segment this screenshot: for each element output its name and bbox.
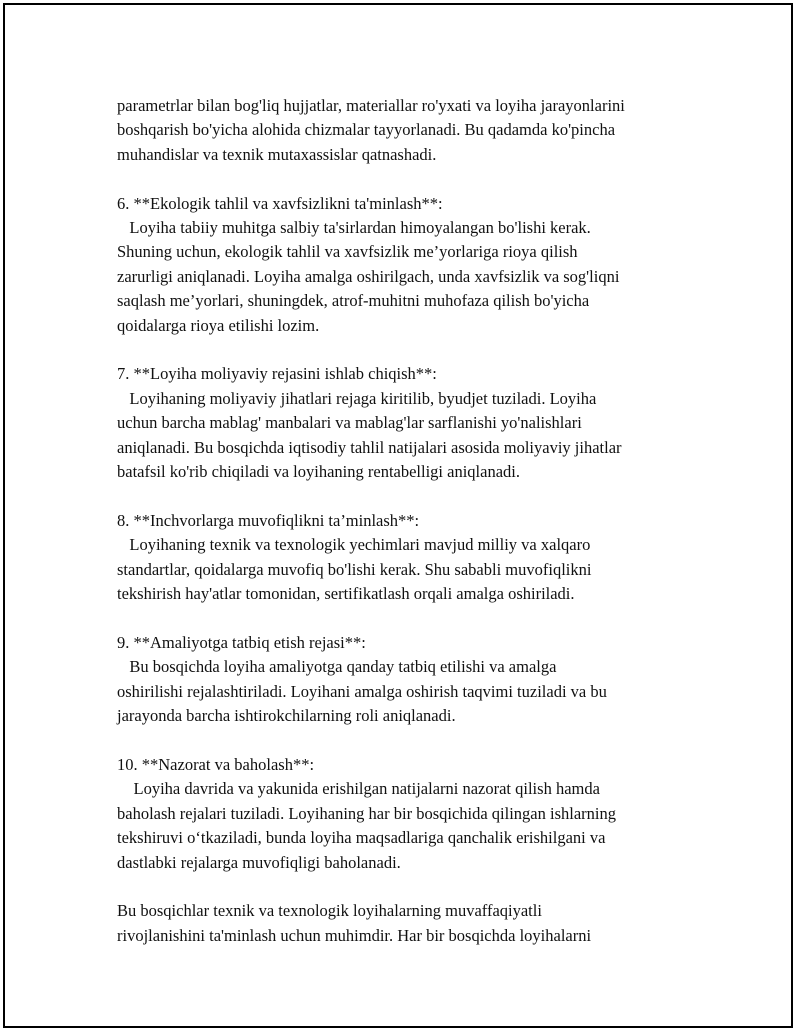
text-line: baholash rejalari tuziladi. Loyihaning har bir bosqichida qilingan ishlarning — [117, 803, 616, 823]
text-line: Shuning uchun, ekologik tahlil va xavfsizlik me’yorlariga rioya qilish — [117, 242, 578, 262]
text-line: Loyihaning texnik va texnologik yechimlari mavjud milliy va xalqaro — [117, 535, 591, 555]
paragraph-gap — [117, 167, 737, 191]
text-line: muhandislar va texnik mutaxassislar qatnashadi. — [117, 144, 437, 164]
text-line: uchun barcha mablag' manbalari va mablag'lar sarflanishi yo'nalishlari — [117, 413, 582, 433]
text-line: Bu bosqichlar texnik va texnologik loyihalarning muvaffaqiyatli — [117, 901, 542, 921]
section-heading: 8. **Inchvorlarga muvofiqlikni ta’minlash**: — [117, 510, 420, 530]
section-8 — [117, 509, 737, 607]
document-body — [117, 94, 737, 948]
text-line: tekshirish hay'atlar tomonidan, sertifikatlash orqali amalga oshiriladi. — [117, 584, 575, 604]
section-6 — [117, 192, 737, 338]
paragraph-gap — [117, 338, 737, 362]
section-heading: 10. **Nazorat va baholash**: — [117, 754, 315, 774]
text-line: saqlash me’yorlari, shuningdek, atrof-muhitni muhofaza qilish bo'yicha — [117, 291, 590, 311]
closing-paragraph — [117, 899, 737, 948]
text-line: Loyiha tabiiy muhitga salbiy ta'sirlardan himoyalangan bo'lishi kerak. — [117, 218, 591, 238]
paragraph-gap — [117, 729, 737, 753]
paragraph-gap — [117, 484, 737, 508]
text-line: rivojlanishini ta'minlash uchun muhimdir. Har bir bosqichda loyihalarni — [117, 925, 592, 945]
section-heading: 9. **Amaliyotga tatbiq etish rejasi**: — [117, 632, 366, 652]
text-line: jarayonda barcha ishtirokchilarning roli aniqlanadi. — [117, 706, 456, 726]
section-heading: 7. **Loyiha moliyaviy rejasini ishlab chiqish**: — [117, 364, 437, 384]
text-line: Bu bosqichda loyiha amaliyotga qanday tatbiq etilishi va amalga — [117, 657, 557, 677]
section-7 — [117, 362, 737, 484]
text-line: dastlabki rejalarga muvofiqligi baholanadi. — [117, 852, 401, 872]
paragraph-gap — [117, 875, 737, 899]
paragraph-gap — [117, 606, 737, 630]
text-line: batafsil ko'rib chiqiladi va loyihaning rentabelligi aniqlanadi. — [117, 462, 520, 482]
text-line: boshqarish bo'yicha alohida chizmalar tayyorlanadi. Bu qadamda ko'pincha — [117, 120, 616, 140]
section-9 — [117, 631, 737, 729]
section-10 — [117, 753, 737, 875]
intro-paragraph — [117, 94, 737, 167]
text-line: standartlar, qoidalarga muvofiq bo'lishi kerak. Shu sababli muvofiqlikni — [117, 559, 592, 579]
section-heading: 6. **Ekologik tahlil va xavfsizlikni ta'minlash**: — [117, 193, 443, 213]
text-line: zarurligi aniqlanadi. Loyiha amalga oshirilgach, unda xavfsizlik va sog'liqni — [117, 266, 620, 286]
text-line: Loyiha davrida va yakunida erishilgan natijalarni nazorat qilish hamda — [117, 779, 600, 799]
text-line: tekshiruvi o‘tkaziladi, bunda loyiha maqsadlariga qanchalik erishilgani va — [117, 828, 606, 848]
text-line: oshirilishi rejalashtiriladi. Loyihani amalga oshirish taqvimi tuziladi va bu — [117, 681, 607, 701]
text-line: aniqlanadi. Bu bosqichda iqtisodiy tahlil natijalari asosida moliyaviy jihatlar — [117, 437, 622, 457]
text-line: Loyihaning moliyaviy jihatlari rejaga kiritilib, byudjet tuziladi. Loyiha — [117, 388, 597, 408]
text-line: qoidalarga rioya etilishi lozim. — [117, 315, 320, 335]
text-line: parametrlar bilan bog'liq hujjatlar, materiallar ro'yxati va loyiha jarayonlarini — [117, 96, 625, 115]
